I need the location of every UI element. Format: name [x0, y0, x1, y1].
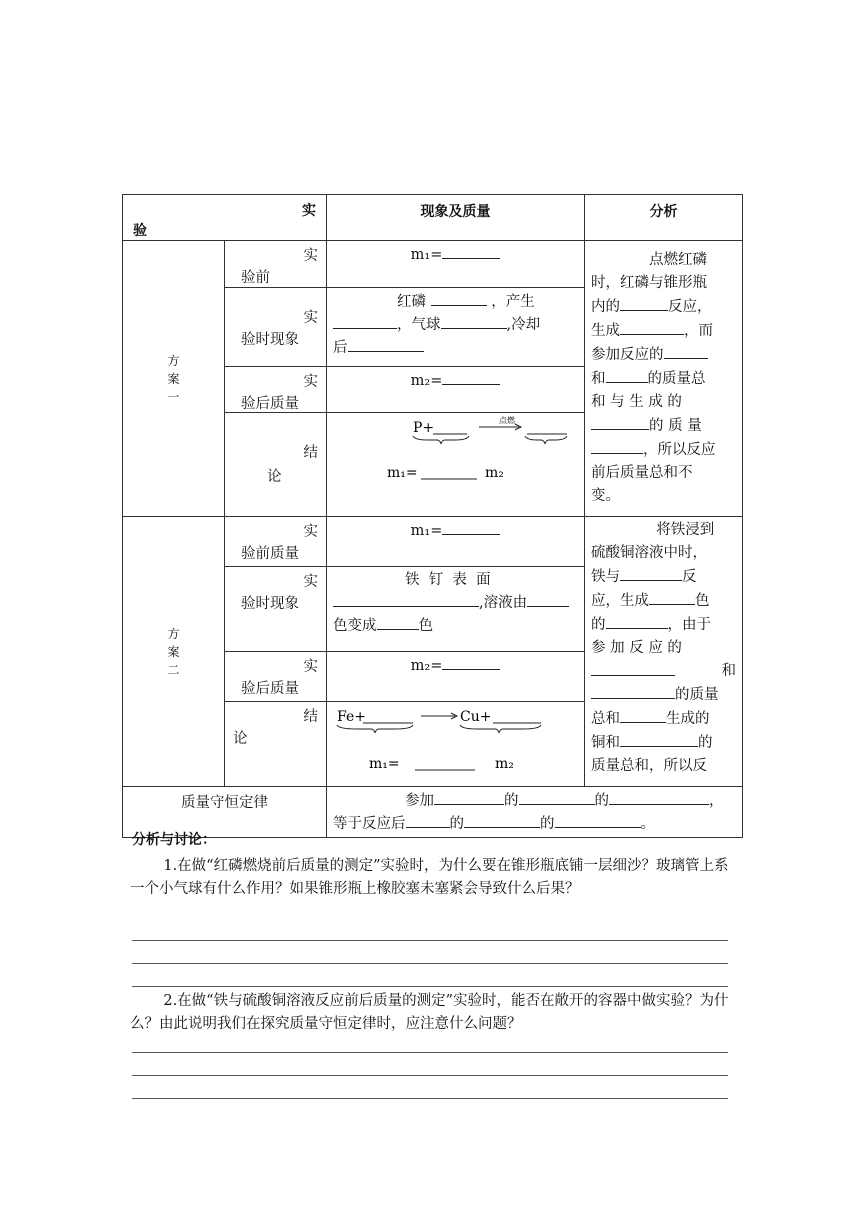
- text: 的: [449, 816, 464, 832]
- text: 反应，: [668, 299, 712, 315]
- plan1-after-mass: [327, 366, 585, 413]
- experiment-table: [122, 194, 743, 838]
- label-part: 结: [303, 709, 318, 726]
- text: ,溶液由: [479, 595, 528, 612]
- m1-label: m₁=: [410, 247, 443, 263]
- discussion-title: 分析与讨论：: [132, 832, 216, 848]
- blank[interactable]: [591, 414, 649, 430]
- brace-right: [525, 436, 567, 444]
- blank[interactable]: [609, 789, 709, 805]
- blank[interactable]: [606, 613, 668, 629]
- text: 的 质 量: [649, 418, 702, 434]
- text: 铜和: [591, 735, 620, 751]
- blank[interactable]: [442, 369, 500, 385]
- text: 的: [504, 793, 519, 809]
- blank[interactable]: [333, 313, 397, 329]
- blank[interactable]: [527, 591, 569, 607]
- fe-equation-figure: [327, 702, 585, 778]
- label-part: 实: [303, 574, 318, 591]
- header-experiment-bottom: 验: [133, 223, 147, 239]
- label-part: 论: [233, 731, 248, 748]
- plan-one-char: 方: [167, 353, 180, 368]
- plan2-conclusion: [327, 702, 585, 787]
- law-statement: [327, 787, 743, 838]
- plan2-analysis: [585, 517, 743, 787]
- header-experiment: [123, 195, 327, 241]
- text: 的: [594, 793, 609, 809]
- text: ，气球: [397, 316, 441, 333]
- analysis-line: 和 与 生 成 的: [591, 394, 682, 410]
- text: 反: [682, 569, 697, 585]
- text: 色: [418, 618, 433, 635]
- label-part: 实: [303, 658, 318, 675]
- blank[interactable]: [442, 243, 500, 259]
- plan-one-label: [123, 241, 225, 517]
- plan1-before-label: [225, 241, 327, 288]
- blank[interactable]: [620, 319, 684, 335]
- m1-label: m₁=: [387, 465, 418, 482]
- blank[interactable]: [620, 295, 668, 311]
- analysis-line: 硫酸铜溶液中时，: [591, 545, 707, 561]
- analysis-line: 点燃红磷: [649, 252, 707, 268]
- p-equation-figure: [327, 413, 585, 513]
- text: 的: [591, 617, 606, 633]
- blank[interactable]: [519, 789, 595, 805]
- blank[interactable]: [431, 290, 487, 306]
- plan2-before-label: [225, 517, 327, 567]
- analysis-line: [591, 295, 736, 319]
- question-1: 1.在做“红磷燃烧前后质量的测定”实验时，为什么要在锥形瓶底铺一层细沙？玻璃管上系一个小气球有什么作用？如果锥形瓶上橡胶塞未塞紧会导致什么后果？: [130, 858, 729, 897]
- label-part: 实: [303, 309, 318, 326]
- blank[interactable]: [591, 660, 675, 676]
- plan2-during-phenomenon: [327, 567, 585, 652]
- brace-right: [460, 725, 541, 733]
- plan2-before-mass: [327, 517, 585, 567]
- plan2-after-label: [225, 651, 327, 701]
- plan1-conclusion: [327, 413, 585, 517]
- blank[interactable]: [649, 589, 695, 605]
- analysis-line: [591, 683, 736, 707]
- analysis-line: [591, 367, 736, 391]
- answer-line[interactable]: [132, 1075, 728, 1076]
- eq-right: Cu+: [460, 709, 492, 726]
- answer-line[interactable]: [132, 986, 728, 987]
- label-part: 验前质量: [241, 546, 299, 562]
- brace-left: [413, 436, 469, 444]
- label-part: 实: [303, 373, 318, 390]
- brace-left: [337, 725, 413, 733]
- header-phenomenon: 现象及质量: [327, 195, 585, 241]
- question-2: 2.在做“铁与硫酸铜溶液反应前后质量的测定”实验时，能否在敞开的容器中做实验？为什么？由此说明我们在探究质量守恒定律时，应注意什么问题？: [130, 993, 729, 1032]
- text: ，产生: [491, 293, 535, 310]
- text: 的质量总: [647, 371, 706, 387]
- label-part: 验前: [241, 270, 270, 286]
- text: 的质量: [675, 687, 719, 703]
- plan1-during-phenomenon: [327, 287, 585, 366]
- plan-two-char: 二: [167, 662, 180, 677]
- plan-two-char: 案: [167, 644, 180, 659]
- label-part: 验时现象: [241, 331, 299, 348]
- text: 色: [695, 593, 710, 609]
- header-analysis: 分析: [585, 195, 743, 241]
- analysis-line: [591, 319, 736, 343]
- m1-label: m₁=: [369, 756, 400, 773]
- blank[interactable]: [348, 336, 424, 352]
- analysis-line: [591, 589, 736, 613]
- text: ,冷却: [506, 316, 541, 333]
- analysis-line: 变。: [591, 488, 620, 504]
- blank[interactable]: [377, 614, 419, 630]
- plan2-during-label: [225, 567, 327, 652]
- text: 等于反应后: [333, 816, 406, 832]
- text: 红磷: [397, 293, 426, 310]
- plan-one-char: 案: [167, 371, 180, 386]
- analysis-line: 将铁浸到: [656, 522, 715, 538]
- text: 后: [333, 339, 348, 356]
- blank[interactable]: [442, 519, 500, 535]
- text: 铁 钉 表 面: [405, 572, 491, 589]
- answer-line[interactable]: [132, 963, 728, 964]
- text: 。: [640, 816, 655, 832]
- plan1-during-label: [225, 287, 327, 366]
- m1-label: m₁=: [410, 523, 443, 539]
- text: 的: [698, 735, 713, 751]
- blank[interactable]: [591, 683, 675, 699]
- label-part: 论: [267, 469, 282, 486]
- text: ，所以反应: [643, 442, 716, 458]
- text: 铁与: [591, 569, 620, 585]
- blank[interactable]: [333, 591, 479, 607]
- analysis-line: [591, 707, 736, 731]
- plan1-before-mass: [327, 241, 585, 288]
- text: 应，生成: [591, 593, 649, 609]
- m2-label: m₂: [495, 756, 514, 773]
- analysis-line: [591, 565, 736, 589]
- analysis-line: [591, 660, 736, 683]
- label-part: 验时现象: [241, 596, 299, 613]
- answer-line[interactable]: [132, 940, 728, 941]
- plan1-conclusion-label: [225, 413, 327, 517]
- blank[interactable]: [442, 654, 500, 670]
- eq-left: Fe+: [337, 709, 366, 726]
- answer-line[interactable]: [132, 1098, 728, 1099]
- analysis-line: [591, 731, 736, 755]
- label-part: 验后质量: [241, 395, 299, 412]
- text: 和: [591, 371, 606, 387]
- text: 总和: [591, 711, 620, 727]
- text: 生成的: [666, 711, 710, 727]
- analysis-line: 参 加 反 应 的: [591, 640, 682, 656]
- m2-label: m₂: [485, 465, 504, 482]
- text: 生成: [591, 323, 620, 339]
- blank[interactable]: [555, 812, 641, 828]
- plan1-after-label: [225, 366, 327, 413]
- text: 内的: [591, 299, 620, 315]
- analysis-line: 时，红磷与锥形瓶: [591, 275, 707, 291]
- analysis-line: [591, 343, 736, 367]
- label-part: 验后质量: [241, 680, 299, 697]
- plan-two-char: 方: [167, 626, 180, 641]
- text: 色变成: [333, 618, 377, 635]
- arrow-label: 点燃: [499, 416, 515, 426]
- law-label: 质量守恒定律: [123, 787, 327, 838]
- header-experiment-top: 实: [302, 203, 316, 219]
- analysis-line: [591, 438, 736, 462]
- analysis-line: 前后质量总和不: [591, 465, 693, 481]
- plan-one-char: 一: [167, 389, 180, 404]
- label-part: 实: [303, 248, 318, 264]
- m2-label: m₂=: [410, 372, 443, 389]
- blank[interactable]: [406, 812, 450, 828]
- blank[interactable]: [441, 313, 507, 329]
- m2-label: m₂=: [410, 657, 443, 674]
- blank[interactable]: [620, 565, 682, 581]
- plan2-after-mass: [327, 651, 585, 701]
- label-part: 结: [303, 445, 318, 462]
- eq-left: P+: [413, 420, 435, 437]
- analysis-line: [591, 414, 736, 438]
- text: 参加: [405, 793, 434, 809]
- text: ，: [709, 793, 724, 809]
- blank[interactable]: [591, 438, 643, 454]
- blank[interactable]: [620, 731, 698, 747]
- text: ，由于: [667, 617, 711, 633]
- text: 参加反应的: [591, 347, 664, 363]
- blank[interactable]: [434, 789, 504, 805]
- blank[interactable]: [620, 707, 666, 723]
- blank[interactable]: [464, 812, 540, 828]
- label-part: 实: [303, 524, 318, 540]
- analysis-line: [591, 613, 736, 637]
- text: 的: [540, 816, 555, 832]
- blank[interactable]: [606, 367, 648, 383]
- analysis-line: 质量总和，所以反: [591, 758, 707, 774]
- plan2-conclusion-label: [225, 702, 327, 787]
- plan1-analysis: [585, 241, 743, 517]
- plan-two-label: [123, 517, 225, 787]
- blank[interactable]: [664, 343, 708, 359]
- answer-line[interactable]: [132, 1052, 728, 1053]
- text: ，而: [684, 323, 713, 339]
- text: 和: [721, 663, 736, 679]
